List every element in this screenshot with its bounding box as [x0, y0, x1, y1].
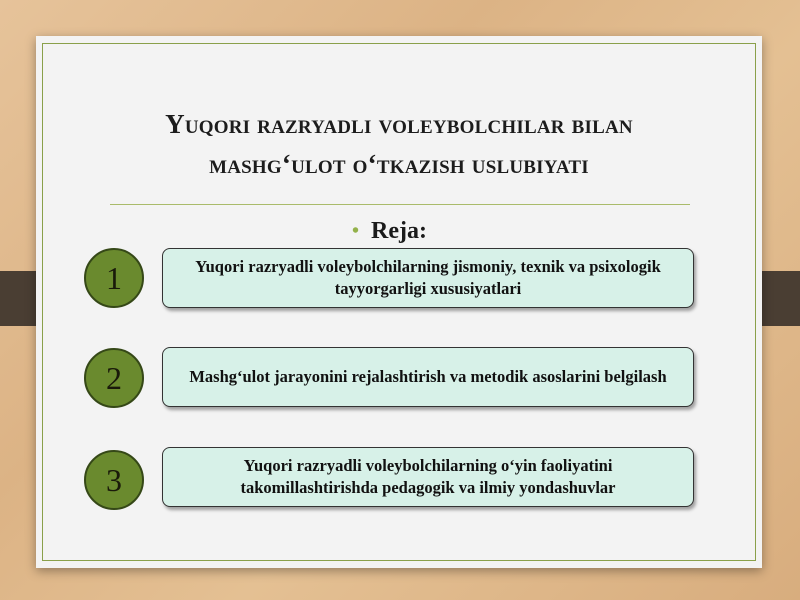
plan-item-1: Yuqori razryadli voleybolchilarning jismoniy, texnik va psixologik tayyorgarligi xususiyatlari — [162, 248, 694, 308]
bullet-icon: • — [352, 219, 360, 242]
title-line-2: mashg‘ulot o‘tkazish uslubiyati — [209, 149, 589, 179]
slide — [36, 36, 762, 568]
item-number-2: 2 — [84, 348, 144, 408]
item-number-3: 3 — [84, 450, 144, 510]
title-divider — [110, 204, 690, 205]
plan-label: Reja: — [371, 217, 427, 244]
item-number-1: 1 — [84, 248, 144, 308]
title-line-1: Yuqori razryadli voleybolchilar bilan — [165, 109, 633, 139]
slide-title — [126, 104, 672, 184]
plan-item-2: Mashg‘ulot jarayonini rejalashtirish va metodik asoslarini belgilash — [162, 347, 694, 407]
plan-heading — [352, 217, 427, 245]
plan-item-3: Yuqori razryadli voleybolchilarning o‘yin faoliyatini takomillashtirishda pedagogik va ilmiy yondashuvlar — [162, 447, 694, 507]
